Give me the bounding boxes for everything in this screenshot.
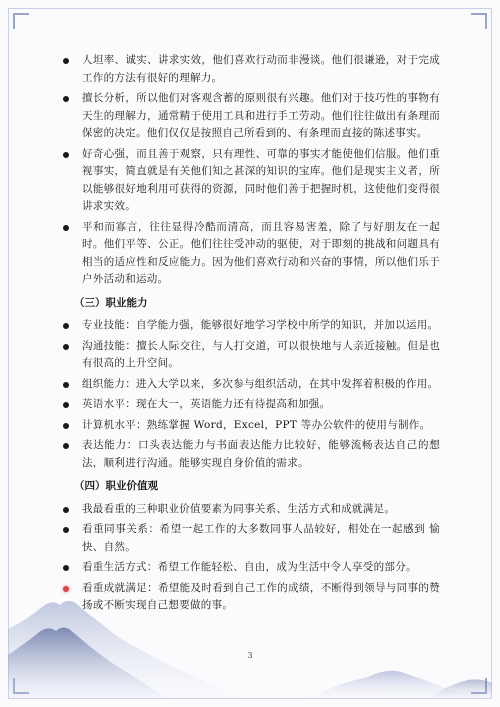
bullet-icon [63,323,69,329]
bullet-icon [63,96,69,102]
bullet-icon [63,152,69,158]
page-number: 3 [247,651,253,660]
list-item [62,417,440,435]
bullet-icon [63,507,69,513]
list-item-text: 专业技能：自学能力强，能够很好地学习学校中所学的知识，并加以运用。 [82,319,439,331]
bullet-icon [63,527,69,533]
bullet-icon [63,443,69,449]
list-item-text: 计算机水平：熟练掌握 Word，Excel，PPT 等办公软件的使用与制作。 [82,418,431,431]
list-item-text: 好奇心强，而且善于观察，只有理性、可靠的事实才能使他们信服。他们重视事实，简直就是有关他们知之甚深的知识的宝库。他们是现实主义者，所以能够很好地利用可获得的资源，同时他们善于把握时机，这使他们变得很讲求实效。 [82,147,440,212]
list-item-text: 看重成就满足：希望能及时看到自己工作的成绩，不断得到领导与同事的赞扬或不断实现自己想要做的事。 [82,581,440,611]
section-heading: （三）职业能力 [74,296,148,309]
list-item-text: 看重生活方式：希望工作能轻松、自由，成为生活中令人享受的部分。 [82,561,417,573]
list-item [62,90,440,143]
document-body [62,52,440,618]
list-item-text: 平和而寡言，往往显得冷酷而清高，而且容易害羞，除了与好朋友在一起时。他们平等、公正。他们往往受冲动的驱使，对于即刻的挑战和问题具有相当的适应性和反应能力。因为他们喜欢行动和兴奋的事情，所以他们乐于户外活动和运动。 [82,220,440,285]
list-item-text: 擅长分析，所以他们对客观含蓄的原则很有兴趣。他们对于技巧性的事物有天生的理解力，通常精于使用工具和进行手工劳动。他们往往做出有条理而保密的决定。他们仅仅是按照自己所看到的、有条理而直接的陈述事实。 [82,92,440,139]
corner-ornament [13,13,29,29]
bullet-icon [63,423,69,429]
list-item [62,219,440,289]
bullet-icon [63,565,69,571]
list-item [62,396,440,414]
list-item [62,146,440,216]
corner-ornament [471,13,487,29]
list-item [62,437,440,472]
list-item [62,52,440,87]
bullet-icon [63,402,69,408]
list-item-text: 组织能力：进入大学以来，多次参与组织活动，在其中发挥着积极的作用。 [82,377,439,390]
bullet-icon [63,225,69,231]
list-item-text: 人坦率、诚实、讲求实效，他们喜欢行动而非漫谈。他们很谦逊，对于完成工作的方法有很好的理解力。 [82,54,440,84]
list-item [62,338,440,373]
list-item-text: 表达能力：口头表达能力与书面表达能力比较好，能够流畅表达自己的想法，顺利进行沟通。能够实现自身价值的需求。 [82,439,440,469]
list-item [62,521,440,556]
list-item-text: 我最看重的三种职业价值要素为同事关系、生活方式和成就满足。 [82,502,396,515]
list-item [62,317,440,335]
list-item [62,376,440,394]
list-item-text: 看重同事关系：希望一起工作的大多数同事人品较好，相处在一起感到 愉快、自然。 [82,523,440,553]
list-item [62,559,440,577]
bullet-icon [63,344,69,350]
section-heading: （四）职业价值观 [74,480,158,492]
bullet-icon [63,58,69,64]
list-item-text: 沟通技能：擅长人际交往，与人打交道，可以很快地与人亲近接触。但是也有很高的上升空间。 [82,339,440,369]
bullet-icon [63,382,69,388]
list-item [62,580,440,615]
bullet-icon [63,586,69,592]
list-item [62,501,440,519]
list-item-text: 英语水平：现在大一，英语能力还有待提高和加强。 [82,398,331,410]
